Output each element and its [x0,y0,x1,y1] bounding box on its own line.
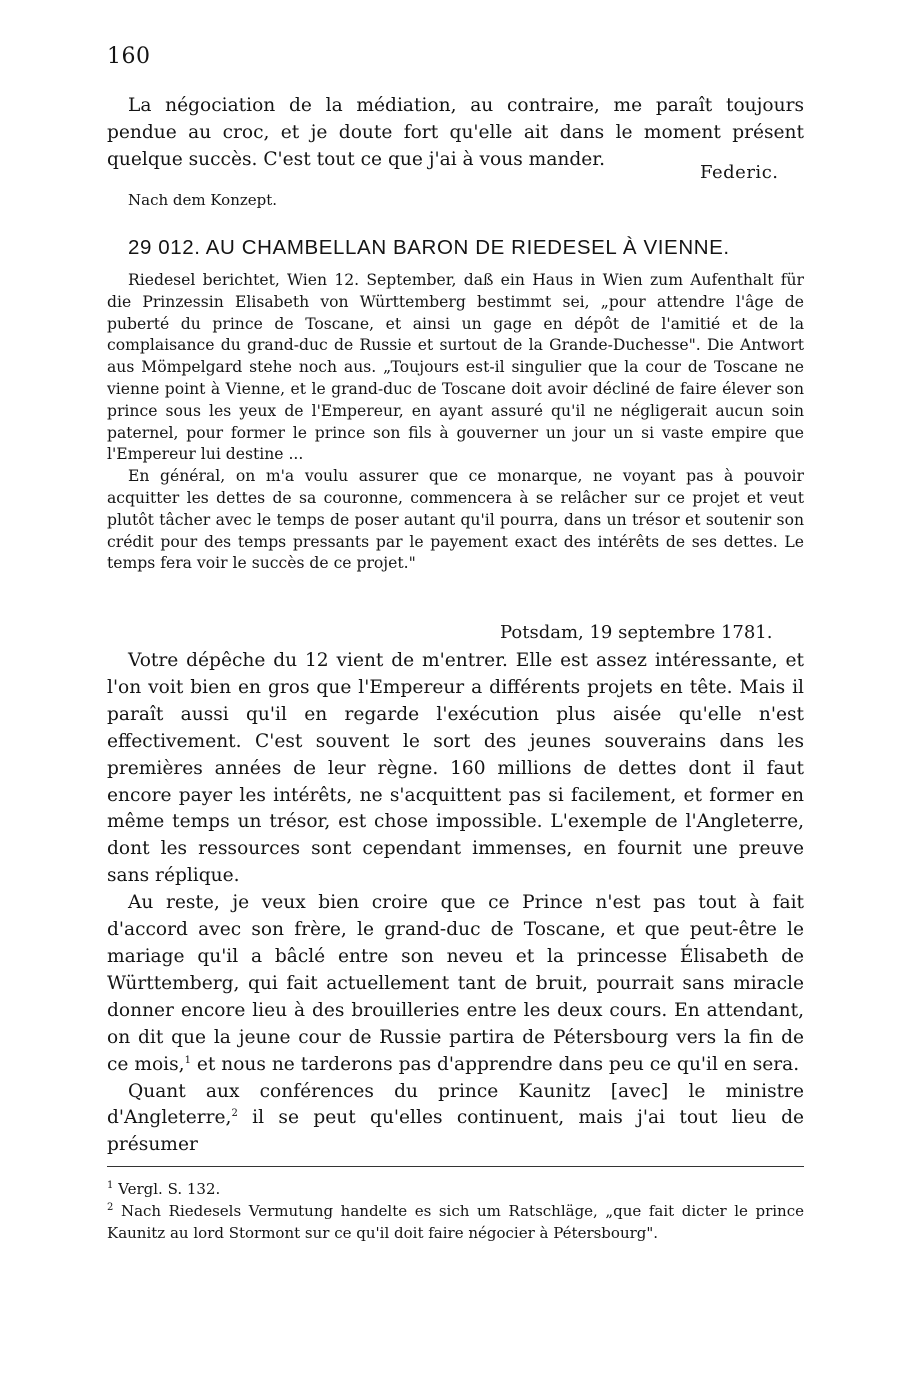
footnote-divider [107,1166,804,1167]
body-text: et nous ne tarderons pas d'apprendre dans peu ce qu'il en sera. [190,1053,800,1075]
abstract-paragraph: Riedesel berichtet, Wien 12. September, daß ein Haus in Wien zum Aufenthalt für die Prinzessin Elisabeth von Württemberg bestimmt sei, „pour attendre l'âge de puberté du prince de Toscane, et ainsi un gage en dépôt de l'amitié et de la complaisance du grand-duc de Russie et surtout de la Grande-Duchesse". Die Antwort aus Mömpelgard stehe noch aus. „Toujours est-il singulier que la cour de Toscane ne vienne point à Vienne, et le grand-duc de Toscane doit avoir décliné de faire élever son prince sous les yeux de l'Empereur, en ayant assuré qu'il ne négligerait aucun soin paternel, pour former le prince son fils à gouverner un jour un si vaste empire que l'Empereur lui destine ... [107,271,804,464]
footnote-reference: 2 [231,1108,238,1120]
letter-body [107,648,804,1159]
body-text: Quant aux conférences du prince Kaunitz [avec] le ministre d'Angleterre, [107,1080,804,1129]
body-paragraph [107,890,804,1078]
footnote-mark: 2 [107,1202,114,1213]
footnotes [107,1178,804,1244]
page-number: 160 [107,44,151,69]
dateline: Potsdam, 19 septembre 1781. [500,622,773,643]
source-note: Nach dem Konzept. [128,191,278,209]
letter-heading: 29 012. AU CHAMBELLAN BARON DE RIEDESEL À VIENNE. [128,236,730,259]
body-text: Au reste, je veux bien croire que ce Prince n'est pas tout à fait d'accord avec son frère, le grand-duc de Toscane, et que peut-être le mariage qu'il a bâclé entre son neveu et la princesse Élisabeth de Württemberg, qui fait actuellement tant de bruit, pourrait sans miracle donner encore lieu à des brouilleries entre les deux cours. En attendant, on dit que la jeune cour de Russie partira de Pétersbourg vers la fin de ce mois, [107,892,804,1075]
abstract-block [107,270,804,575]
footnote [107,1178,804,1200]
abstract-paragraph: En général, on m'a voulu assurer que ce monarque, ne voyant pas à pouvoir acquitter les dettes de sa couronne, commencera à se relâcher sur ce projet et veut plutôt tâcher avec le temps de poser autant qu'il pourra, dans un trésor et soutenir son crédit pour des temps pressants par le payement exact des intérêts de ses dettes. Le temps fera voir le succès de ce projet." [107,467,804,573]
body-text: il se peut qu'elles continuent, mais j'ai tout lieu de présumer [107,1107,804,1156]
body-paragraph [107,1079,804,1160]
lead-paragraph: La négociation de la médiation, au contraire, me paraît toujours pendue au croc, et je doute fort qu'elle ait dans le moment présent quelque succès. C'est tout ce que j'ai à vous mander. [107,95,804,170]
footnote-text: Vergl. S. 132. [113,1180,221,1198]
footnote-reference: 1 [184,1054,191,1066]
footnote [107,1200,804,1244]
body-paragraph: Votre dépêche du 12 vient de m'entrer. Elle est assez intéressante, et l'on voit bien en gros que l'Empereur a différents projets en tête. Mais il paraît aussi qu'il en regarde l'exécution plus aisée qu'elle n'est effectivement. C'est souvent le sort des jeunes souverains dans les premières années de leur règne. 160 millions de dettes dont il faut encore payer les intérêts, ne s'acquittent pas si facilement, et former en même temps un trésor, est chose impossible. L'exemple de l'Angleterre, dont les ressources sont cependant immenses, en fournit une preuve sans réplique. [107,650,804,887]
footnote-mark: 1 [107,1180,114,1191]
footnote-text: Nach Riedesels Vermutung handelte es sich um Ratschläge, „que fait dicter le prince Kaunitz au lord Stormont sur ce qu'il doit faire négocier à Pétersbourg". [107,1202,804,1242]
signature: Federic. [700,162,779,183]
